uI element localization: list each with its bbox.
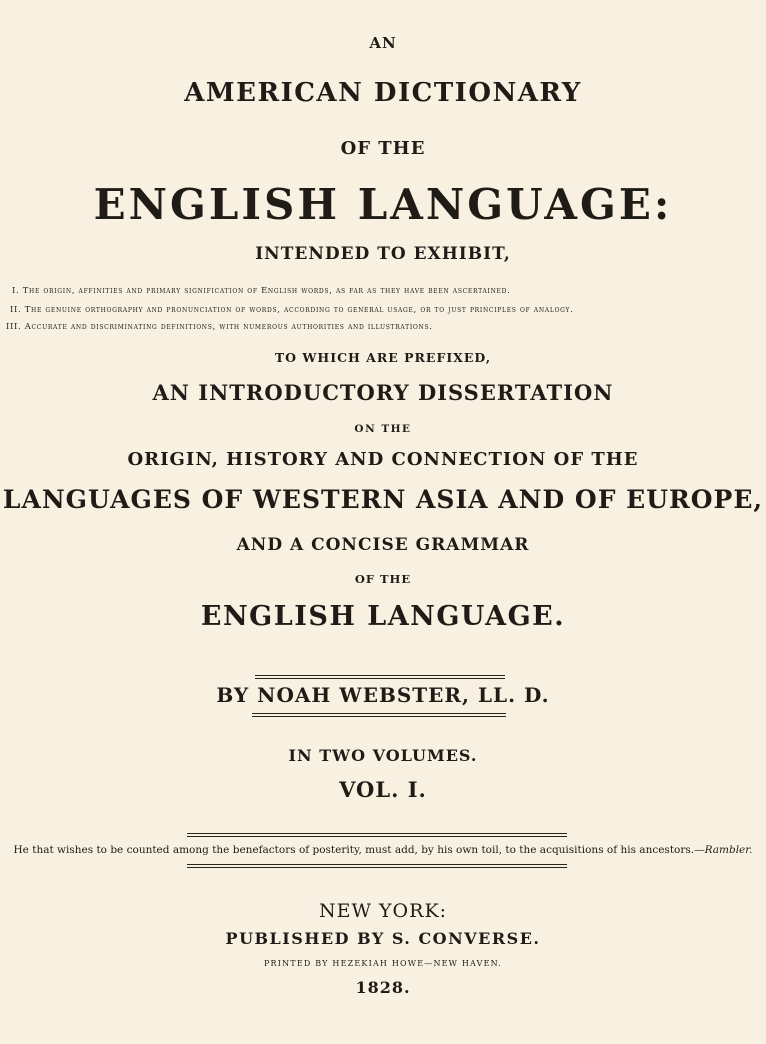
intended-to-exhibit: INTENDED TO EXHIBIT,	[255, 244, 511, 264]
author-rule-top	[255, 675, 505, 676]
origin-history-line: ORIGIN, HISTORY AND CONNECTION OF THE	[127, 449, 639, 470]
epigraph-source: Rambler.	[704, 844, 753, 856]
epigraph-rule-top-2	[187, 836, 567, 837]
on-the-line: ON THE	[354, 423, 412, 435]
epigraph-rule-bottom-2	[187, 867, 567, 868]
purpose-item-3: III. Accurate and discriminating definitions, with numerous authorities and illustrations.	[6, 321, 433, 331]
volumes-line: IN TWO VOLUMES.	[288, 746, 478, 765]
purpose-item-1: I. The origin, affinities and primary signification of English words, as far as they have been ascertained.	[12, 285, 511, 295]
introductory-dissertation: AN INTRODUCTORY DISSERTATION	[152, 380, 614, 405]
article-an: AN	[369, 34, 397, 52]
author-rule-bottom	[252, 713, 506, 714]
of-the-subheading: OF THE	[354, 572, 412, 586]
concise-grammar-line: AND A CONCISE GRAMMAR	[236, 535, 530, 555]
prefixed-line: TO WHICH ARE PREFIXED,	[274, 350, 492, 365]
place-of-publication: NEW YORK:	[318, 900, 448, 922]
publisher-line: PUBLISHED BY S. CONVERSE.	[225, 929, 541, 948]
author-line: BY NOAH WEBSTER, LL. D.	[216, 683, 550, 707]
purpose-item-2: II. The genuine orthography and pronunciation of words, according to general usage, or to just principles of analogy.	[10, 304, 574, 314]
epigraph-rule-bottom	[187, 864, 567, 865]
subject-english-language-2: ENGLISH LANGUAGE.	[200, 601, 566, 632]
epigraph-text: He that wishes to be counted among the benefactors of posterity, must add, by his own toil, to the acquisitions of his ancestors.—	[13, 844, 705, 856]
epigraph-rule-top	[187, 833, 567, 834]
author-rule-bottom-2	[252, 716, 506, 717]
author-rule-top-2	[255, 678, 505, 679]
subject-english-language: ENGLISH LANGUAGE:	[93, 180, 673, 229]
of-the-heading: OF THE	[340, 138, 426, 159]
title-american-dictionary: AMERICAN DICTIONARY	[184, 78, 582, 108]
volume-number: VOL. I.	[339, 777, 427, 802]
publication-year: 1828.	[355, 978, 411, 997]
printer-line: PRINTED BY HEZEKIAH HOWE—NEW HAVEN.	[263, 959, 503, 968]
languages-line: LANGUAGES OF WESTERN ASIA AND OF EUROPE,	[2, 485, 764, 514]
epigraph	[0, 844, 766, 856]
